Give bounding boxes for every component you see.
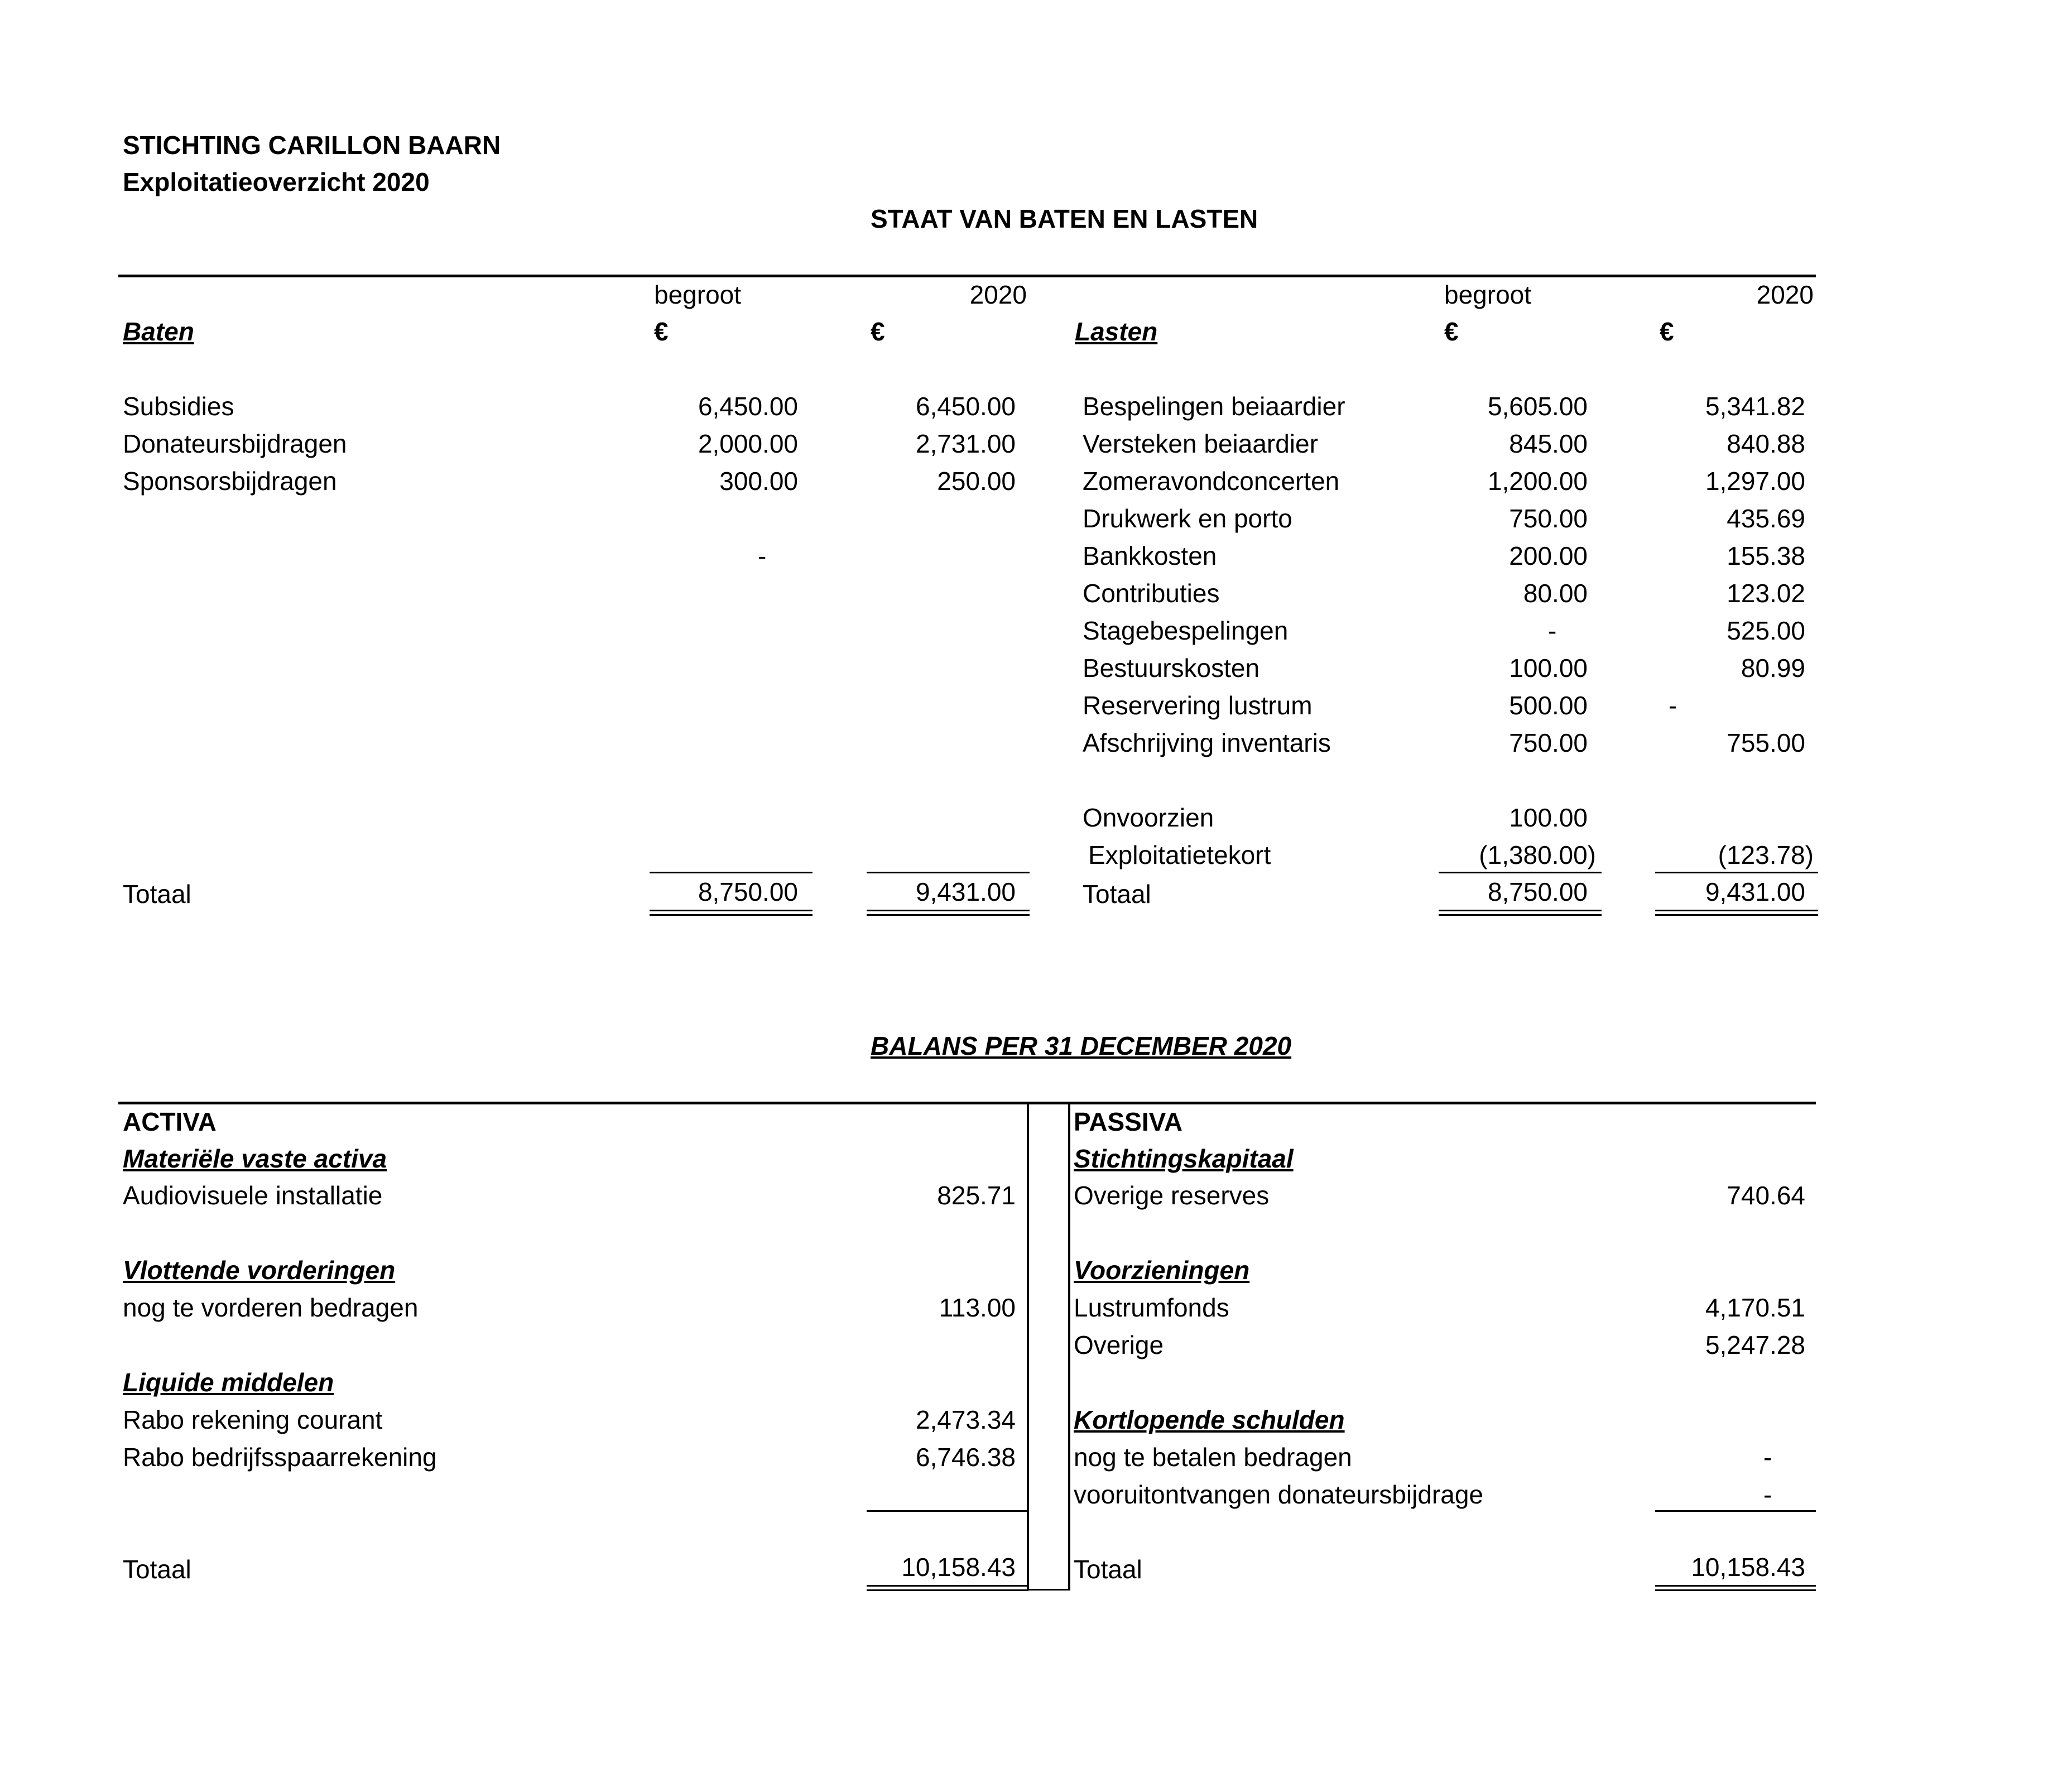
rabo-rc-label: Rabo rekening courant	[123, 1405, 383, 1434]
baten-totaal-actual: 9,431.00	[915, 877, 1016, 906]
lasten-row-actual: -	[1669, 691, 1677, 720]
lasten-row-label: Bestuurskosten	[1083, 654, 1260, 683]
onvoorzien-begroot: 100.00	[1509, 803, 1588, 832]
lasten-row-begroot: 100.00	[1509, 654, 1588, 683]
lasten-row-label: Versteken beiaardier	[1083, 429, 1318, 458]
baten-totaal-begroot: 8,750.00	[698, 877, 798, 906]
lasten-row-begroot: 80.00	[1523, 579, 1588, 608]
kortlopende-heading: Kortlopende schulden	[1074, 1405, 1345, 1434]
vorderen-label: nog te vorderen bedragen	[123, 1293, 419, 1322]
baten-row-actual: 250.00	[937, 467, 1016, 496]
vooruit-label: vooruitontvangen donateursbijdrage	[1074, 1480, 1483, 1509]
lasten-row-begroot: 200.00	[1509, 541, 1588, 570]
baten-row-begroot: 6,450.00	[698, 392, 798, 421]
betalen-label: nog te betalen bedragen	[1074, 1443, 1352, 1472]
rabo-rc-value: 2,473.34	[915, 1405, 1016, 1434]
total-double-rule	[1439, 910, 1602, 911]
column-header-2020-lasten: 2020	[1756, 280, 1814, 309]
passiva-totaal-value: 10,158.43	[1691, 1553, 1805, 1582]
lasten-row-label: Bespelingen beiaardier	[1083, 392, 1345, 421]
exploitatietekort-begroot: (1,380.00)	[1479, 840, 1596, 869]
audiovisuele-label: Audiovisuele installatie	[123, 1181, 383, 1210]
column-header-begroot-lasten: begroot	[1444, 280, 1532, 309]
mva-heading: Materiële vaste activa	[123, 1144, 387, 1173]
activa-heading: ACTIVA	[123, 1107, 217, 1136]
lasten-row-label: Drukwerk en porto	[1083, 504, 1292, 533]
rabo-spaar-value: 6,746.38	[915, 1443, 1016, 1472]
lasten-row-actual: 755.00	[1727, 728, 1805, 757]
lustrumfonds-label: Lustrumfonds	[1074, 1293, 1229, 1322]
subtotal-rule	[1439, 872, 1602, 873]
passiva-heading: PASSIVA	[1074, 1107, 1183, 1136]
activa-totaal-label: Totaal	[123, 1555, 191, 1584]
lasten-row-begroot: 845.00	[1509, 429, 1588, 458]
lasten-heading: Lasten	[1075, 317, 1158, 346]
reserves-label: Overige reserves	[1074, 1181, 1270, 1210]
lasten-row-label: Afschrijving inventaris	[1083, 728, 1331, 757]
overige-value: 5,247.28	[1705, 1330, 1805, 1359]
lasten-row-label: Bankkosten	[1083, 541, 1217, 570]
table-top-rule-right	[1073, 275, 1816, 277]
lasten-row-begroot: 500.00	[1509, 691, 1588, 720]
baten-row-begroot: 300.00	[719, 467, 798, 496]
balance-top-rule	[118, 1102, 1816, 1104]
balance-title: BALANS PER 31 DECEMBER 2020	[871, 1031, 1292, 1060]
lasten-row-label: Reservering lustrum	[1083, 691, 1313, 720]
total-double-rule	[867, 1585, 1028, 1587]
activa-subtotal-rule	[867, 1510, 1028, 1512]
exploitatietekort-actual: (123.78)	[1718, 840, 1814, 869]
overige-label: Overige	[1074, 1330, 1164, 1359]
voorzieningen-heading: Voorzieningen	[1074, 1256, 1250, 1285]
lasten-row-actual: 435.69	[1727, 504, 1805, 533]
subtotal-rule	[1655, 872, 1818, 873]
currency-symbol: €	[1660, 317, 1674, 346]
total-double-rule	[1655, 1589, 1816, 1591]
lasten-row-begroot: -	[1548, 616, 1557, 645]
lasten-totaal-actual: 9,431.00	[1705, 877, 1805, 906]
currency-symbol: €	[654, 317, 669, 346]
baten-heading: Baten	[123, 317, 194, 346]
total-double-rule	[650, 914, 813, 916]
total-double-rule	[1439, 914, 1602, 916]
liquide-heading: Liquide middelen	[123, 1368, 334, 1397]
baten-row-actual: 2,731.00	[915, 429, 1016, 458]
vooruit-value: -	[1763, 1480, 1772, 1509]
organization-name: STICHTING CARILLON BAARN	[123, 131, 501, 160]
baten-totaal-label: Totaal	[123, 880, 191, 909]
rabo-spaar-label: Rabo bedrijfsspaarrekening	[123, 1443, 437, 1472]
passiva-totaal-label: Totaal	[1074, 1555, 1142, 1584]
baten-row-label: Subsidies	[123, 392, 234, 421]
lasten-row-actual: 525.00	[1727, 616, 1805, 645]
balance-divider-right	[1068, 1102, 1070, 1591]
baten-row-begroot: 2,000.00	[698, 429, 798, 458]
lasten-row-actual: 1,297.00	[1705, 467, 1805, 496]
currency-symbol: €	[1444, 317, 1459, 346]
document-subtitle: Exploitatieoverzicht 2020	[123, 167, 430, 196]
audiovisuele-value: 825.71	[937, 1181, 1016, 1210]
vorderen-value: 113.00	[939, 1293, 1016, 1322]
column-header-begroot: begroot	[654, 280, 742, 309]
lasten-row-begroot: 750.00	[1509, 728, 1588, 757]
lasten-row-label: Stagebespelingen	[1083, 616, 1289, 645]
lasten-totaal-label: Totaal	[1083, 880, 1151, 909]
lasten-row-actual: 155.38	[1727, 541, 1805, 570]
currency-symbol: €	[871, 317, 885, 346]
balance-divider-left	[1027, 1102, 1029, 1591]
section-title-income-statement: STAAT VAN BATEN EN LASTEN	[871, 204, 1258, 233]
baten-row-label: Donateursbijdragen	[123, 429, 347, 458]
total-double-rule	[1655, 1585, 1816, 1587]
passiva-subtotal-rule	[1655, 1510, 1816, 1512]
total-double-rule	[1655, 910, 1818, 911]
lasten-row-actual: 123.02	[1727, 579, 1805, 608]
lasten-row-begroot: 5,605.00	[1487, 392, 1588, 421]
total-double-rule	[1655, 914, 1818, 916]
lasten-row-begroot: 750.00	[1509, 504, 1588, 533]
reserves-value: 740.64	[1727, 1181, 1805, 1210]
lasten-row-actual: 5,341.82	[1705, 392, 1805, 421]
balance-divider-bottom	[1027, 1589, 1070, 1591]
lasten-row-label: Contributies	[1083, 579, 1220, 608]
lasten-totaal-begroot: 8,750.00	[1487, 877, 1588, 906]
onvoorzien-label: Onvoorzien	[1083, 803, 1214, 832]
baten-row-label: Sponsorsbijdragen	[123, 467, 337, 496]
subtotal-rule	[650, 872, 813, 873]
total-double-rule	[867, 1589, 1028, 1591]
subtotal-rule	[867, 872, 1030, 873]
total-double-rule	[867, 910, 1030, 911]
exploitatietekort-label: Exploitatietekort	[1088, 840, 1271, 869]
total-double-rule	[867, 914, 1030, 916]
column-header-2020: 2020	[969, 280, 1027, 309]
betalen-value: -	[1763, 1443, 1772, 1472]
baten-row-actual: 6,450.00	[915, 392, 1016, 421]
vlottende-heading: Vlottende vorderingen	[123, 1256, 396, 1285]
stichtingskapitaal-heading: Stichtingskapitaal	[1074, 1144, 1294, 1173]
total-double-rule	[650, 910, 813, 911]
lasten-row-begroot: 1,200.00	[1487, 467, 1588, 496]
lasten-row-actual: 80.99	[1741, 654, 1805, 683]
baten-empty-dash: -	[758, 541, 767, 570]
lustrumfonds-value: 4,170.51	[1705, 1293, 1805, 1322]
activa-totaal-value: 10,158.43	[901, 1553, 1016, 1582]
lasten-row-label: Zomeravondconcerten	[1083, 467, 1340, 496]
lasten-row-actual: 840.88	[1727, 429, 1805, 458]
